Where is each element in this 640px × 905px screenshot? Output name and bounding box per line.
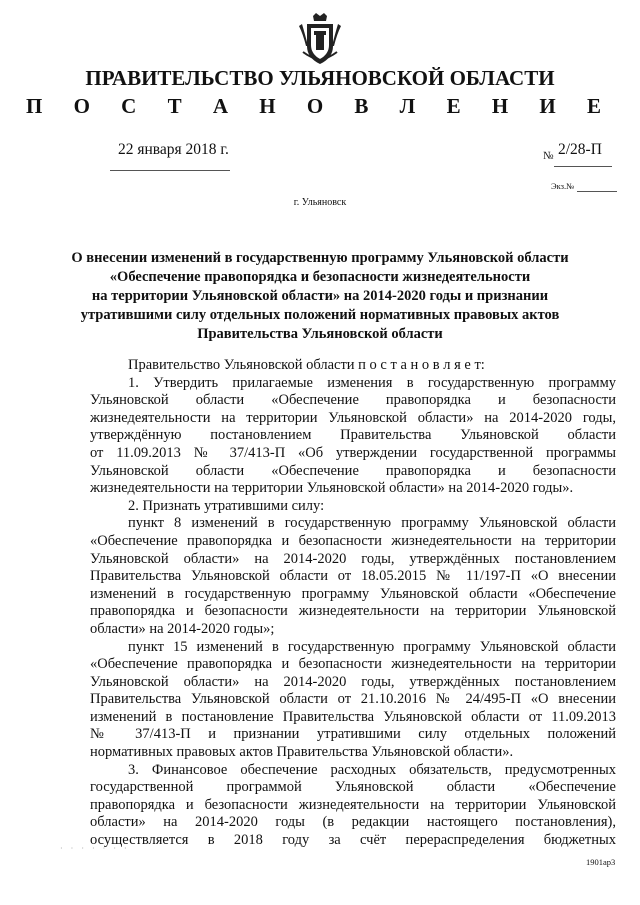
- coat-of-arms-icon: [293, 12, 347, 66]
- body-line: Правительства Ульяновской области от 18.05.2015 № 11/197-П «О внесении: [90, 568, 616, 585]
- body-line: «Обеспечение правопорядка и безопасности жизнедеятельности на территории: [90, 656, 616, 673]
- body-line: Ульяновской области» на 2014-2020 годы, утверждённых постановлением: [90, 550, 616, 567]
- body-line: № 37/413-П и признании утратившими силу отдельных положений: [90, 726, 616, 743]
- number-underline: [554, 166, 612, 167]
- body-line: области» на 2014-2020 годы (в редакции настоящего постановления),: [90, 814, 616, 831]
- body-line: жизнедеятельности на территории Ульяновской области» на 2014-2020 годы,: [90, 409, 616, 426]
- body-line: 2. Признать утратившими силу:: [128, 497, 325, 514]
- body-line: пункт 8 изменений в государственную программу Ульяновской области: [128, 515, 616, 532]
- body-line: изменений в государственную программу Ульяновской области «Обеспечение: [90, 585, 616, 602]
- title-line: на территории Ульяновской области» на 2014-2020 годы и признании: [91, 288, 549, 304]
- body-line: 1. Утвердить прилагаемые изменения в государственную программу: [128, 374, 616, 391]
- number-prefix: №: [543, 150, 554, 162]
- body-line: 3. Финансовое обеспечение расходных обязательств, предусмотренных: [128, 761, 616, 778]
- title-line: О внесении изменений в государственную программу Ульяновской области: [71, 250, 569, 266]
- coat-of-arms-emblem: [293, 12, 347, 66]
- copy-number-label: Экз.№: [551, 181, 575, 191]
- title-line: «Обеспечение правопорядка и безопасности жизнедеятельности: [109, 269, 531, 285]
- document-date: 22 января 2018 г.: [118, 141, 229, 158]
- document-number: 2/28-П: [558, 141, 602, 158]
- body-line: от 11.09.2013 № 37/413-П «Об утверждении государственной программы: [90, 444, 616, 461]
- body-line: нормативных правовых актов Правительства Ульяновской области».: [90, 744, 514, 761]
- document-body: [90, 357, 616, 850]
- document-city: г. Ульяновск: [293, 197, 347, 208]
- body-line: жизнедеятельности на территории Ульяновской области» на 2014-2020 годы».: [90, 480, 574, 497]
- body-line: государственной программой Ульяновской области «Обеспечение: [90, 779, 616, 796]
- body-line: Ульяновской области «Обеспечение правопорядка и безопасности: [90, 462, 616, 479]
- date-underline: [110, 170, 230, 171]
- body-line: Ульяновской области «Обеспечение правопорядка и безопасности: [90, 392, 616, 409]
- body-line: правопорядка и безопасности жизнедеятельности на территории Ульяновской: [90, 796, 616, 813]
- body-line: изменений в постановление Правительства Ульяновской области от 11.09.2013: [90, 708, 616, 725]
- body-line: осуществляется в 2018 году за счёт перераспределения бюджетных: [90, 832, 616, 849]
- title-line: утратившими силу отдельных положений нормативных правовых актов: [80, 307, 560, 323]
- body-line: правопорядка и безопасности жизнедеятельности на территории Ульяновской: [90, 603, 616, 620]
- page-code: 1901ар3: [586, 857, 616, 867]
- document-type: П О С Т А Н О В Л Е Н И Е: [25, 94, 614, 118]
- scan-artifact: · · · · · · ·: [60, 844, 130, 853]
- copy-number-underline: [577, 191, 617, 192]
- body-line: пункт 15 изменений в государственную программу Ульяновской области: [128, 638, 616, 655]
- body-line: Правительства Ульяновской области от 21.10.2016 № 24/495-П «О внесении: [90, 691, 616, 708]
- body-line: Ульяновской области» на 2014-2020 годы, утверждённых постановлением: [90, 673, 616, 690]
- organization-name: ПРАВИТЕЛЬСТВО УЛЬЯНОВСКОЙ ОБЛАСТИ: [85, 66, 555, 90]
- body-line: области» на 2014-2020 годы»;: [90, 620, 275, 637]
- body-line: Правительство Ульяновской области п о с т а н о в л я е т:: [128, 357, 485, 373]
- body-line: утверждённую постановлением Правительства Ульяновской области: [90, 427, 616, 444]
- body-line: «Обеспечение правопорядка и безопасности жизнедеятельности на территории: [90, 532, 616, 549]
- title-line: Правительства Ульяновской области: [197, 326, 443, 342]
- document-title: [60, 249, 580, 344]
